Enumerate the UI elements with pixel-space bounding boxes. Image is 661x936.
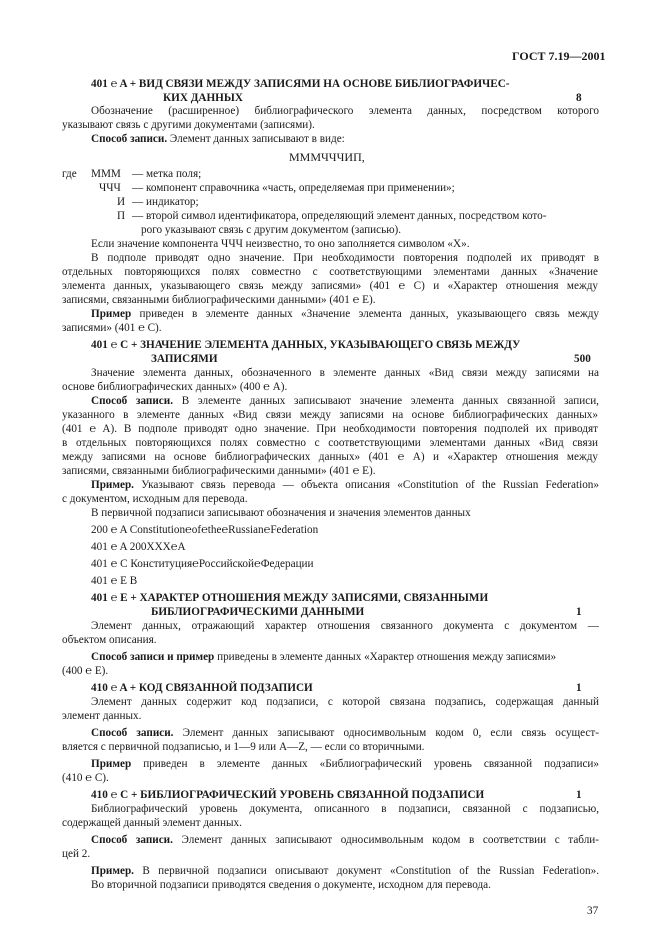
- text: В элементе данных записывают значение элемента данных связанной записи,: [173, 395, 599, 407]
- s5-p2-line: цей 2.: [62, 848, 91, 860]
- text: Элемент данных записывают в виде:: [167, 133, 345, 145]
- s3-p2: [91, 650, 556, 664]
- s4-p2: [91, 726, 599, 740]
- def-text: — компонент справочника «часть, определяемая при применении»;: [132, 182, 455, 194]
- s2-p2: [91, 394, 599, 408]
- s1-p4-line: элемента данных, указывающего связь между записями» (401 ℮ C) и «Характер отношения между: [62, 280, 598, 292]
- s2-example-line: 401 ℮ E B: [91, 575, 138, 587]
- section-5-title: 410 ℮ C + БИБЛИОГРАФИЧЕСКИЙ УРОВЕНЬ СВЯЗАННОЙ ПОДЗАПИСИ: [91, 789, 485, 801]
- s3-p1-line: Элемент данных, отражающий характер отношения связанного документа с документом —: [91, 620, 599, 632]
- def-text: — второй символ идентификатора, определяющий элемент данных, посредством кото-: [132, 210, 547, 222]
- def-code: И: [117, 196, 126, 208]
- s1-p4-line: отдельных повторяющихся полях совместно с соответствующими элементами данных «Значение: [62, 266, 598, 278]
- s1-p3: Если значение компонента ЧЧЧ неизвестно, то оно заполняется символом «Х».: [91, 238, 470, 250]
- section-5-number: 1: [576, 789, 582, 801]
- section-1-title: 401 ℮ A + ВИД СВЯЗИ МЕЖДУ ЗАПИСЯМИ НА ОСНОВЕ БИБЛИОГРАФИЧЕС-: [91, 78, 510, 90]
- def-text: рого указывают связь с другим документом (записью).: [141, 224, 402, 236]
- s1-p4-line: записями, связанными библиографическими данными» (401 ℮ E).: [62, 294, 376, 306]
- def-text: — метка поля;: [132, 168, 202, 180]
- section-1-title-cont: КИХ ДАННЫХ: [163, 92, 243, 104]
- label: Способ записи.: [91, 395, 174, 407]
- def-code: МММ: [91, 168, 121, 180]
- s2-p1-line: основе библиографических данных» (400 ℮ A).: [62, 381, 288, 393]
- section-3-title-cont: БИБЛИОГРАФИЧЕСКИМИ ДАННЫМИ: [151, 606, 365, 618]
- s2-p2-line: в отдельных повторяющихся полях совместно с соответствующими элементами данных «Вид связи: [62, 437, 598, 449]
- text: приведен в элементе данных «Значение элемента данных, указывающего связь между: [131, 308, 599, 320]
- s1-p5-line: записями» (401 ℮ C).: [62, 322, 162, 334]
- standard-header: ГОСТ 7.19—2001: [512, 49, 606, 63]
- s4-p1-line: Элемент данных содержит код подзаписи, с которой связана подзапись, содержащая данный: [91, 696, 599, 708]
- label: Пример: [91, 758, 132, 770]
- text: Указывают связь перевода — объекта описания «Constitution of the Russian Federation»: [133, 479, 599, 491]
- s5-p1-line: содержащей данный элемент данных.: [62, 817, 242, 829]
- def-text: — индикатор;: [132, 196, 199, 208]
- s5-p1-line: Библиографический уровень документа, описанного в подзаписи, связанной с подзаписью,: [91, 803, 599, 815]
- def-where: где: [62, 168, 77, 180]
- s4-p3-line: (410 ℮ C).: [62, 772, 109, 784]
- text: Элемент данных записывают односимвольным кодом в соответствии с табли-: [172, 834, 599, 846]
- label: Пример.: [91, 479, 134, 491]
- text: Элемент данных записывают односимвольным кодом 0, если связь осущест-: [173, 727, 599, 739]
- s2-example-line: 401 ℮ A 200XXX℮A: [91, 541, 186, 553]
- s2-p3-line: с документом, исходным для перевода.: [62, 493, 248, 505]
- label: Способ записи.: [91, 133, 168, 145]
- page-number: 37: [587, 905, 599, 917]
- s2-p1-line: Значение элемента данных, обозначенного в элементе данных «Вид связи между записями на: [91, 367, 599, 379]
- label: Способ записи и пример: [91, 651, 215, 663]
- section-3-number: 1: [576, 606, 582, 618]
- s1-formula: МММЧЧЧИП,: [289, 150, 365, 164]
- s2-p2-line: записями, связанными библиографическими данными» (401 ℮ E).: [62, 465, 376, 477]
- label: Способ записи.: [91, 834, 173, 846]
- s2-example-line: 200 ℮ A Constitution℮of℮the℮Russian℮Federation: [91, 524, 319, 536]
- s2-p2-line: между записями на основе библиографических данных» (401 ℮ A) и «Характер отношения между: [62, 451, 598, 463]
- section-3-title: 401 ℮ E + ХАРАКТЕР ОТНОШЕНИЯ МЕЖДУ ЗАПИСЯМИ, СВЯЗАННЫМИ: [91, 592, 489, 604]
- section-2-title-cont: ЗАПИСЯМИ: [151, 353, 218, 365]
- section-4-number: 1: [576, 682, 582, 694]
- s4-p3: [91, 757, 599, 771]
- s1-p1-line: указывают связь с другими документами (записями).: [62, 119, 315, 131]
- text: В первичной подзаписи описывают документ «Constitution of the Russian Federation».: [133, 865, 599, 877]
- def-code: П: [117, 210, 126, 222]
- s2-example-line: 401 ℮ C Конституция℮Российской℮Федерации: [91, 558, 314, 570]
- s5-p3-line: Во вторичной подзаписи приводятся сведения о документе, исходном для перевода.: [91, 879, 491, 891]
- section-2-title: 401 ℮ C + ЗНАЧЕНИЕ ЭЛЕМЕНТА ДАННЫХ, УКАЗЫВАЮЩЕГО СВЯЗЬ МЕЖДУ: [91, 339, 521, 351]
- s5-p2: [91, 833, 599, 847]
- s4-p2-line: вляется с первичной подзаписью, и 1—9 или A—Z, — если со вторичными.: [62, 741, 425, 753]
- label: Пример: [91, 308, 132, 320]
- section-4-title: 410 ℮ A + КОД СВЯЗАННОЙ ПОДЗАПИСИ: [91, 682, 313, 694]
- s2-p3: [91, 478, 599, 492]
- s1-p4-line: В подполе приводят одно значение. При необходимости повторения подполей их приводят в: [91, 252, 599, 264]
- text: приведен в элементе данных «Библиографический уровень связанной подзаписи»: [131, 758, 599, 770]
- section-1-number: 8: [576, 92, 582, 104]
- s1-p5: [91, 307, 599, 321]
- section-2-number: 500: [574, 353, 591, 365]
- s1-p1-line: Обозначение (расширенное) библиографического элемента данных, посредством которого: [91, 105, 599, 117]
- s2-p2-line: указанного в элементе данных «Вид связи между записями на основе библиографических данных»: [62, 409, 598, 421]
- s4-p1-line: элемент данных.: [62, 710, 142, 722]
- s2-p4: В первичной подзаписи записывают обозначения и значения элементов данных: [91, 507, 471, 519]
- s2-p2-line: (401 ℮ A). В подполе приводят одно значение. При необходимости повторения подполей их приводят: [62, 423, 598, 435]
- s1-p2: [91, 132, 345, 146]
- def-code: ЧЧЧ: [99, 182, 121, 194]
- text: приведены в элементе данных «Характер отношения между записями»: [214, 651, 557, 663]
- s3-p2-line: (400 ℮ E).: [62, 665, 109, 677]
- s5-p3: [91, 864, 599, 878]
- s3-p1-line: объектом описания.: [62, 634, 157, 646]
- label: Способ записи.: [91, 727, 174, 739]
- label: Пример.: [91, 865, 134, 877]
